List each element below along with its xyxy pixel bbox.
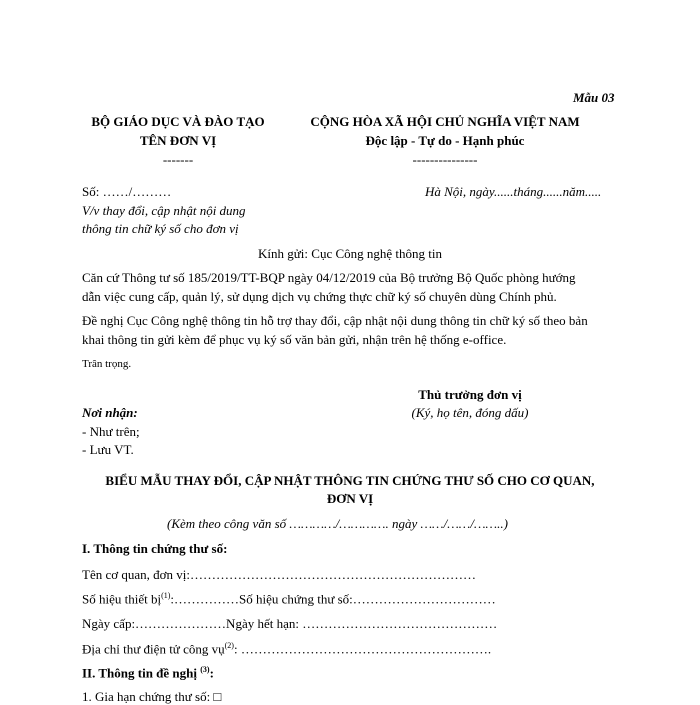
section-2-heading xyxy=(82,665,214,681)
attached-reference: (Kèm theo công văn số …………/…………. ngày ……/……/……..) xyxy=(167,516,508,531)
right-separator: --------------- xyxy=(412,152,478,167)
ministry-name: BỘ GIÁO DỤC VÀ ĐÀO TẠO xyxy=(91,114,265,129)
form-title-line-2: ĐƠN VỊ xyxy=(326,491,374,506)
national-motto: Độc lập - Tự do - Hạnh phúc xyxy=(365,133,525,148)
footnote-1: (1) xyxy=(161,591,171,600)
body-paragraph-2-line-2: khai thông tin gửi kèm để phục vụ ký số văn bản gửi, nhận trên hệ thống e-office. xyxy=(82,332,507,347)
device-serial-label: Số hiệu thiết bị xyxy=(82,591,162,607)
republic-title: CỘNG HÒA XÃ HỘI CHỦ NGHĨA VIỆT NAM xyxy=(310,114,580,129)
signature-title: Thủ trưởng đơn vị xyxy=(418,387,522,402)
recipients-label: Nơi nhận: xyxy=(82,405,138,420)
signature-note: (Ký, họ tên, đóng dấu) xyxy=(411,405,529,420)
section-2-colon: : xyxy=(209,665,214,681)
recipients-item-1: - Như trên; xyxy=(82,424,140,439)
org-name-field: Tên cơ quan, đơn vị:………………………………………………………… xyxy=(82,567,476,582)
subject-line-1: V/v thay đổi, cập nhật nội dung xyxy=(82,203,246,218)
section-1-heading: I. Thông tin chứng thư số: xyxy=(82,541,228,556)
subject-line-2: thông tin chữ ký số cho đơn vị xyxy=(82,221,239,236)
email-rest: : …………………………………………………. xyxy=(233,641,492,657)
unit-name: TÊN ĐƠN VỊ xyxy=(139,133,217,148)
left-separator: ------- xyxy=(162,152,194,167)
body-paragraph-1-line-2: dẫn việc cung cấp, quản lý, sử dụng dịch vụ chứng thực chữ ký số chuyên dùng Chính phủ. xyxy=(82,289,557,304)
body-paragraph-1-line-1: Căn cứ Thông tư số 185/2019/TT-BQP ngày 04/12/2019 của Bộ trưởng Bộ Quốc phòng hướng xyxy=(82,270,576,285)
footnote-3: (3) xyxy=(200,665,210,674)
device-serial-rest: :……………Số hiệu chứng thư số:…………………………… xyxy=(170,591,496,607)
section-2-label: II. Thông tin đề nghị xyxy=(82,665,198,681)
email-field xyxy=(82,641,491,657)
form-title-line-1: BIỂU MẪU THAY ĐỔI, CẬP NHẬT THÔNG TIN CHỨNG THƯ SỐ CHO CƠ QUAN, xyxy=(105,473,595,488)
form-code: Mẫu 03 xyxy=(573,90,615,105)
footnote-2: (2) xyxy=(224,641,234,650)
document-number: Số: ……/……… xyxy=(82,184,172,199)
regards: Trân trọng. xyxy=(82,358,132,370)
device-serial-field xyxy=(82,591,496,607)
place-date: Hà Nội, ngày......tháng......năm..... xyxy=(425,184,602,199)
recipient-line: Kính gửi: Cục Công nghệ thông tin xyxy=(258,246,442,261)
body-paragraph-2-line-1: Đề nghị Cục Công nghệ thông tin hỗ trợ thay đổi, cập nhật nội dung thông tin chữ ký số theo bản xyxy=(82,313,588,328)
renewal-item: 1. Gia hạn chứng thư số: □ xyxy=(82,689,222,704)
email-label: Địa chỉ thư điện tử công vụ xyxy=(82,641,225,657)
recipients-item-2: - Lưu VT. xyxy=(82,442,134,457)
issue-date-field: Ngày cấp:…………………Ngày hết hạn: ……………………………………… xyxy=(82,616,498,631)
